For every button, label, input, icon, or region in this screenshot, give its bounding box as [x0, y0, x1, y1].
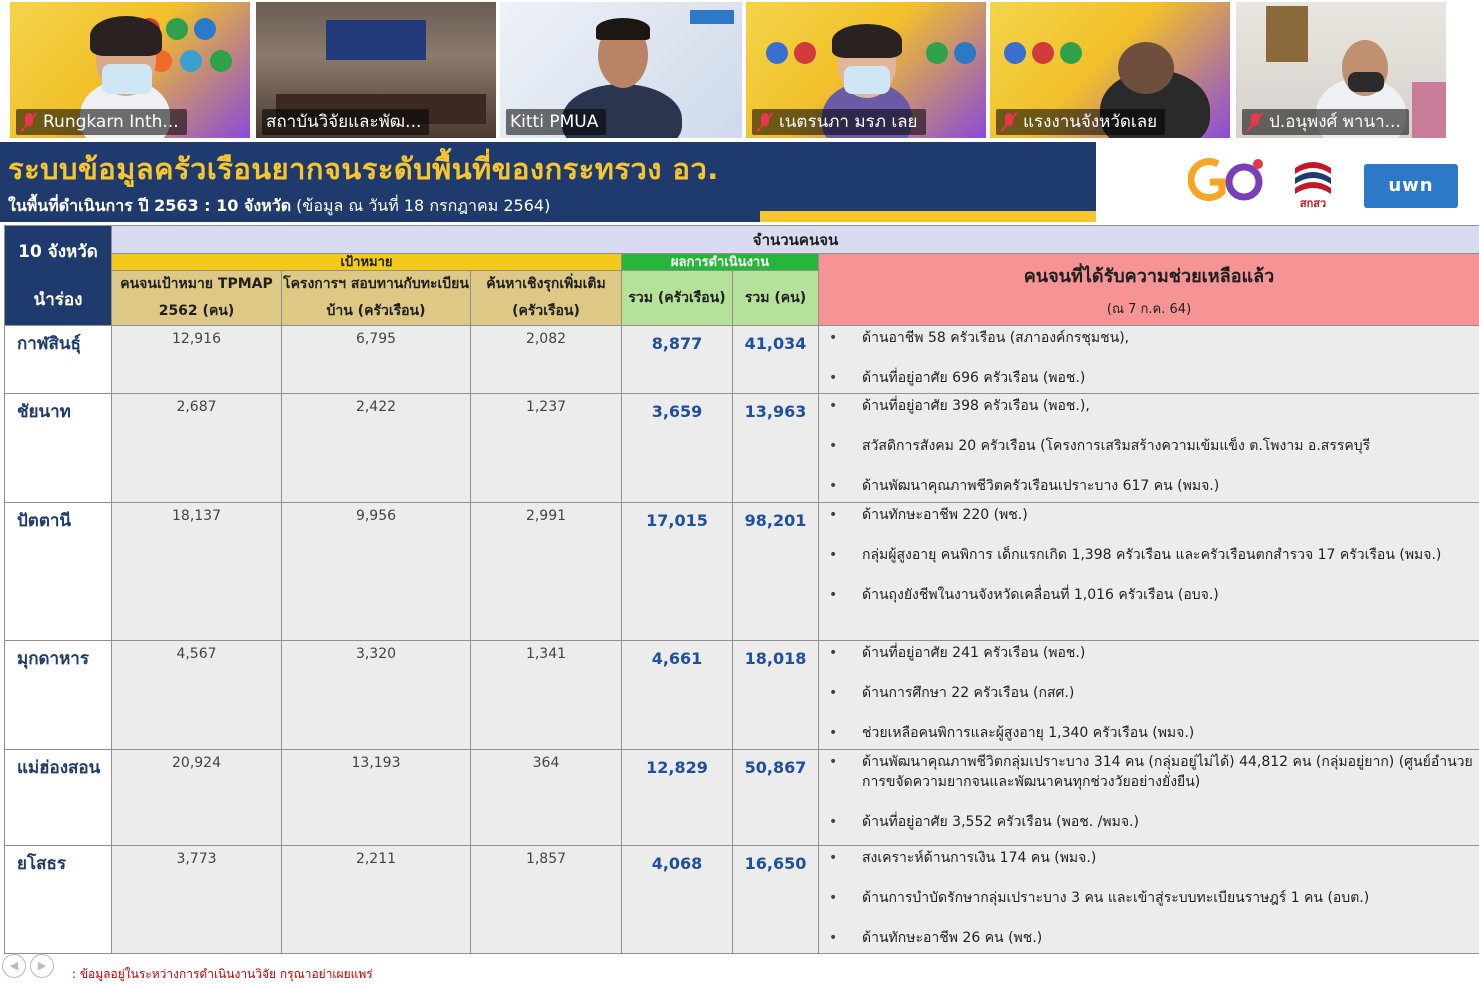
table-row — [5, 394, 1479, 503]
assistance-item: • ช่วยเหลือคนพิการและผู้สูงอายุ 1,340 ครัวเรือน (พมจ.) — [829, 723, 1473, 743]
header-province-line2: นำร่อง — [33, 289, 83, 310]
participant-tile-active-speaker[interactable] — [500, 2, 742, 138]
participant-tile[interactable] — [746, 2, 986, 138]
wall-portrait — [1266, 6, 1308, 62]
participant-name-label — [1242, 109, 1409, 135]
survey-value: 6,795 — [282, 326, 471, 394]
bwn-logo: uwn — [1364, 164, 1458, 208]
person-head — [1118, 42, 1174, 94]
microphone-muted-icon — [756, 112, 774, 132]
participant-name-label — [996, 109, 1165, 135]
face-mask — [102, 64, 152, 94]
ministry-logo-icon — [1188, 156, 1268, 206]
logo-badge-icon — [926, 42, 948, 64]
microphone-muted-icon — [20, 112, 38, 132]
survey-value: 2,422 — [282, 394, 471, 503]
survey-value: 2,211 — [282, 846, 471, 954]
video-gallery-strip — [0, 0, 1479, 140]
header-assisted — [819, 254, 1479, 326]
tpmap-value: 3,773 — [112, 846, 282, 954]
table-row — [5, 641, 1479, 750]
participant-tile[interactable] — [990, 2, 1230, 138]
province-name: แม่ฮ่องสอน — [5, 750, 112, 846]
assistance-list — [819, 326, 1479, 394]
header-assisted-date: (ณ 7 ก.ค. 64) — [1106, 301, 1192, 317]
logo-badge-icon — [194, 18, 216, 40]
participant-name: Kitti PMUA — [510, 112, 599, 132]
search-value: 2,991 — [471, 503, 622, 641]
logo-badge-icon — [166, 18, 188, 40]
slide-subtitle — [8, 194, 550, 219]
poverty-data-table — [4, 225, 1479, 954]
province-name: ปัตตานี — [5, 503, 112, 641]
table-row — [5, 503, 1479, 641]
assistance-item: • ด้านทักษะอาชีพ 26 คน (พช.) — [829, 928, 1473, 948]
tpmap-value: 20,924 — [112, 750, 282, 846]
total-people-value: 16,650 — [733, 846, 819, 954]
logo-badge-icon — [954, 42, 976, 64]
previous-slide-button[interactable]: ◀ — [2, 954, 26, 978]
search-value: 1,341 — [471, 641, 622, 750]
logo-badge-icon — [1004, 42, 1026, 64]
face-mask — [1348, 72, 1384, 92]
assistance-item: • ด้านอาชีพ 58 ครัวเรือน (สภาองค์กรชุมชน), — [829, 328, 1473, 348]
table-row — [5, 750, 1479, 846]
logo-badge-icon — [766, 42, 788, 64]
header-province — [5, 226, 112, 326]
person-hair — [832, 24, 902, 58]
assistance-item: • ด้านพัฒนาคุณภาพชีวิตครัวเรือนเปราะบาง 617 คน (พมจ.) — [829, 476, 1473, 496]
assistance-item: • ด้านถุงยังชีพในงานจังหวัดเคลื่อนที่ 1,016 ครัวเรือน (อบจ.) — [829, 585, 1473, 605]
logo-badge-icon — [180, 50, 202, 72]
logo-badge-icon — [794, 42, 816, 64]
participant-name-label — [262, 109, 429, 135]
search-value: 1,857 — [471, 846, 622, 954]
total-households-value: 4,068 — [622, 846, 733, 954]
total-people-value: 50,867 — [733, 750, 819, 846]
tpmap-value: 18,137 — [112, 503, 282, 641]
partner-logos — [1096, 142, 1479, 222]
participant-name-label — [506, 109, 606, 135]
assistance-item: • ด้านทักษะอาชีพ 220 (พช.) — [829, 505, 1473, 525]
total-households-value: 12,829 — [622, 750, 733, 846]
header-target-group: เป้าหมาย — [112, 254, 622, 271]
assistance-list — [819, 503, 1479, 641]
assistance-list — [819, 394, 1479, 503]
assistance-item: • สวัสดิการสังคม 20 ครัวเรือน (โครงการเสริมสร้างความเข้มแข็ง ต.โพงาม อ.สรรคบุรี — [829, 436, 1473, 456]
total-people-value: 98,201 — [733, 503, 819, 641]
province-name: กาฬสินธุ์ — [5, 326, 112, 394]
assistance-item: • ด้านพัฒนาคุณภาพชีวิตกลุ่มเปราะบาง 314 คน (กลุ่มอยู่ไม่ได้) 44,812 คน (กลุ่มอยู่ยาก) (ศูนย์อำนวยการขจัดความยากจนและพัฒนาคนทุกช่วงวัยอย่างยั่งยืน) — [829, 752, 1473, 792]
person-hair — [596, 18, 650, 40]
logo-badge-icon — [690, 10, 734, 24]
assistance-list — [819, 846, 1479, 954]
participant-name-label — [752, 109, 926, 135]
flower-decoration — [1412, 82, 1446, 138]
logo-badge-icon — [1060, 42, 1082, 64]
room-screen — [326, 20, 426, 60]
total-people-value: 18,018 — [733, 641, 819, 750]
province-name: ชัยนาท — [5, 394, 112, 503]
survey-value: 3,320 — [282, 641, 471, 750]
participant-name: ป.อนุพงศ์ พานา... — [1269, 112, 1401, 132]
assistance-item: • ด้านที่อยู่อาศัย 241 ครัวเรือน (พอช.) — [829, 643, 1473, 663]
footnote-warning: : ข้อมูลอยู่ในระหว่างการดำเนินงานวิจัย กรุณาอย่าเผยแพร่ — [72, 967, 373, 981]
header-tpmap: คนจนเป้าหมาย TPMAP 2562 (คน) — [112, 271, 282, 326]
header-total-households: รวม (ครัวเรือน) — [622, 271, 733, 326]
header-survey: โครงการฯ สอบทานกับทะเบียนบ้าน (ครัวเรือน) — [282, 271, 471, 326]
participant-name: เนตรนภา มรภ เลย — [779, 112, 918, 132]
logo-badge-icon — [1032, 42, 1054, 64]
tpmap-value: 4,567 — [112, 641, 282, 750]
participant-name: Rungkarn Inth... — [43, 112, 179, 132]
header-province-line1: 10 จังหวัด — [18, 241, 98, 262]
survey-value: 13,193 — [282, 750, 471, 846]
slide-title-banner — [0, 142, 1096, 222]
assistance-item: • ด้านการบำบัดรักษากลุ่มเปราะบาง 3 คน และเข้าสู่ระบบทะเบียนราษฎร์ 1 คน (อบต.) — [829, 888, 1473, 908]
search-value: 364 — [471, 750, 622, 846]
header-assisted-title: คนจนที่ได้รับความช่วยเหลือแล้ว — [1023, 265, 1275, 287]
assistance-list — [819, 641, 1479, 750]
tpmap-value: 12,916 — [112, 326, 282, 394]
participant-tile[interactable] — [10, 2, 250, 138]
search-value: 1,237 — [471, 394, 622, 503]
total-people-value: 41,034 — [733, 326, 819, 394]
logo-badge-icon — [210, 50, 232, 72]
participant-name: แรงงานจังหวัดเลย — [1023, 112, 1158, 132]
header-total-people: รวม (คน) — [733, 271, 819, 326]
microphone-muted-icon — [1246, 112, 1264, 132]
province-name: มุกดาหาร — [5, 641, 112, 750]
tsri-logo-text: สกสว — [1299, 197, 1327, 210]
person-hair — [90, 16, 162, 56]
participant-name: สถาบันวิจัยและพัฒ... — [266, 112, 422, 132]
participant-tile[interactable] — [256, 2, 496, 138]
subtitle-date: (ข้อมูล ณ วันที่ 18 กรกฎาคม 2564) — [291, 196, 551, 215]
next-slide-button[interactable]: ▶ — [30, 954, 54, 978]
assistance-item: • กลุ่มผู้สูงอายุ คนพิการ เด็กแรกเกิด 1,398 ครัวเรือน และครัวเรือนตกสำรวจ 17 ครัวเรือน (พมจ.) — [829, 545, 1473, 565]
assistance-item: • ด้านการศึกษา 22 ครัวเรือน (กสศ.) — [829, 683, 1473, 703]
header-result-group: ผลการดำเนินงาน — [622, 254, 819, 271]
tpmap-value: 2,687 — [112, 394, 282, 503]
subtitle-bold: ในพื้นที่ดำเนินการ ปี 2563 : 10 จังหวัด — [8, 196, 292, 215]
assistance-item: • สงเคราะห์ด้านการเงิน 174 คน (พมจ.) — [829, 848, 1473, 868]
table-row — [5, 326, 1479, 394]
total-households-value: 8,877 — [622, 326, 733, 394]
search-value: 2,082 — [471, 326, 622, 394]
face-mask — [844, 66, 890, 94]
header-poor-count: จำนวนคนจน — [112, 226, 1479, 254]
assistance-list — [819, 750, 1479, 846]
slide-title: ระบบข้อมูลครัวเรือนยากจนระดับพื้นที่ของกระทรวง อว. — [8, 152, 719, 186]
microphone-muted-icon — [1000, 112, 1018, 132]
total-households-value: 17,015 — [622, 503, 733, 641]
participant-tile[interactable] — [1236, 2, 1446, 138]
table-row — [5, 846, 1479, 954]
assistance-item: • ด้านที่อยู่อาศัย 696 ครัวเรือน (พอช.) — [829, 368, 1473, 388]
assistance-item: • ด้านที่อยู่อาศัย 398 ครัวเรือน (พอช.), — [829, 396, 1473, 416]
survey-value: 9,956 — [282, 503, 471, 641]
participant-name-label — [16, 109, 187, 135]
total-households-value: 4,661 — [622, 641, 733, 750]
banner-accent-stripe — [760, 211, 1096, 222]
assistance-item: • ด้านที่อยู่อาศัย 3,552 ครัวเรือน (พอช. /พมจ.) — [829, 812, 1473, 832]
total-households-value: 3,659 — [622, 394, 733, 503]
header-search: ค้นหาเชิงรุกเพิ่มเติม (ครัวเรือน) — [471, 271, 622, 326]
total-people-value: 13,963 — [733, 394, 819, 503]
province-name: ยโสธร — [5, 846, 112, 954]
